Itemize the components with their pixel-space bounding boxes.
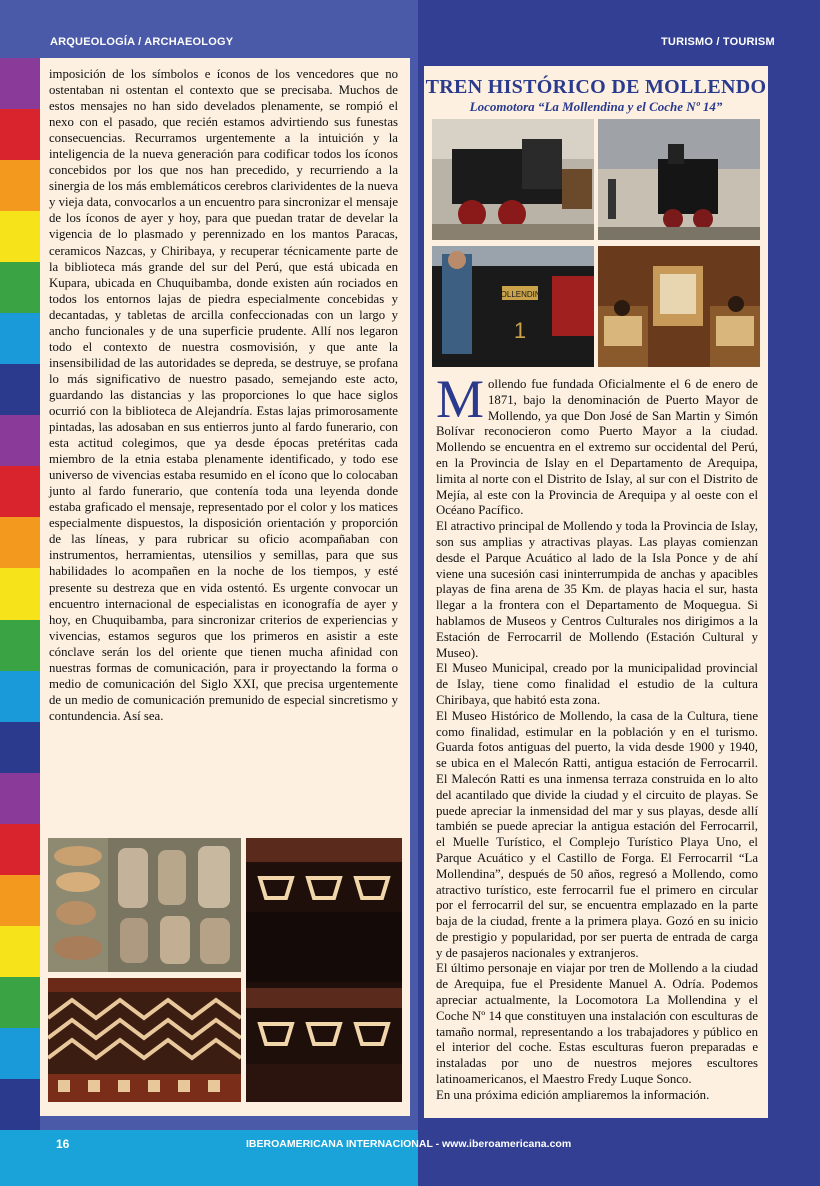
article-subtitle: Locomotora “La Mollendina y el Coche Nº 14” <box>469 99 723 114</box>
section-header-right: TURISMO / TOURISM <box>661 36 775 48</box>
paragraph: El último personaje en viajar por tren de Mollendo a la ciudad de Arequipa, fue el Presidente Manuel A. Odría. Podemos apreciar actualmente, la Locomotora La Mollendina y el Coche Nº 14 que constituyen una instalación con esculturas de tamaño normal, representando a los trabajadores y público en el interior del coche. Estas esculturas fueron preparadas e instaladas por uno de nuestros mejores escultores latinoamericanos, el Maestro Fredy Luque Sonco. <box>436 961 758 1087</box>
publication-footer: IBEROAMERICANA INTERNACIONAL - www.iberoamericana.com <box>246 1138 572 1150</box>
dropcap-letter: M <box>436 369 485 429</box>
article-body-right <box>436 369 758 1104</box>
article-body-left: imposición de los símbolos e íconos de los vencedores que no ostentaban ni ostentan el contexto que se precisaba. Muchos de estos mensajes no han sido develados plenamente, se rompió el nexo con el pasado, que recién estamos advirtiendo sus funestas consecuencias. Recurramos urgentemente a la intuición y la inteligencia de la nueva generación para codificar todos los íconos concebidos por los que nos han precedido, y recurriendo a la sinergia de los más emblemáticos cerebros clarividentes de la nueva y vieja data, convocarlos a un encuentro para sincronizar el mensaje de los íconos de ayer y hoy, para que puedan tratar de develar la vigencia de lo plasmado y perennizado en los mantos Paracas, ceramicos Nazcas, y Chiribaya, y recuperar técnicamente parte de la biblioteca más grande del sur del Perú, que está ubicada en Kupara, ubicada en Chuquibamba, donde existen aún rociados en todos los entornos lajas de piedra especialmente concebidas y decantadas, y tabletas de arcilla confeccionadas con un largo y ancho funcionales y de una superficie prudente. Allí nos legaron todo el contexto de nuestra cosmovisión, y que ante la insensibilidad de las autoridades se depreda, se destruye, se profana lo más significativo de nuestro pasado, semejando este acto, guardando las distancias y las proporciones lo que hace siglos ocurrió con la biblioteca de Alejandría. Estas lajas primorosamente pintadas, las adosaban en sus entierros junto al fardo funerario, con esta actitud colegimos, que ya desde épocas pretéritas cada miembro de la etnia estaba plenamente identificado, y todo ese universo de vivencias estaba resumido en el ícono que lo colocaban junto al fardo funerario, que contenía toda una leyenda donde estaba graficado el mensaje, representado por el color y los matices especialmente dispuestos, la disposición orientación y proporción de las líneas, y para rubricar su oficio acompañaban con instrumentos, herramientas, utensilios y semillas, para que sus habilidades lo acompañen en la noche de los tiempos, y esté presente su destreza que en vida ostentó. Es urgente convocar un encuentro internacional de especialistas en iconografía de ayer y hoy, en Chuquibamba, para sincronizar criterios de experiencias y vivencias, estamos seguros que los primeros en asistir a este cónclave serán los del oriente que tienen mucha afinidad con nuestras formas de comunicación, para ir proyectando la forma o medio de comunicación del Siglo XXI, que precisa urgentemente de un medio de comunicación premunido de especial sincretismo y contundencia. Así sea. <box>49 67 398 723</box>
locomotive-side-photo <box>598 119 760 240</box>
textile-trapezoid-photo <box>246 838 402 1102</box>
locomotive-engineer-photo <box>432 246 594 367</box>
stone-tablets-photo <box>48 838 241 972</box>
coach-interior-photo <box>598 246 760 367</box>
locomotive-number: 1 <box>513 318 527 343</box>
paragraph: El Museo Histórico de Mollendo, la casa de la Cultura, tiene como finalidad, estimular en la población y en el turismo. Guarda fotos antiguas del puerto, la vida desde 1900 y 1940, se ubica en el Malecón Ratti, antigua estación de Ferrocarril. El Malecón Ratti es una inmensa terraza construida en lo alto del acantilado que divide la ciudad y el circuito de playas. Se puede apreciar la inmensidad del mar y sus playas, desde allí también se puede apreciar la antigua estación del Ferrocarril, el Muelle Turístico, el Complejo Turístico Playa Uno, el Parque Acuático y el Castillo de Forga. El Ferrocarril “La Mollendina”, después de 50 años, regresó a Mollendo, como atractivo turístico, este ferrocarril fue el primero en circular por el ferrocarril del sur, se encuentra emplazado en la parte baja de la ciudad, frente a la primera playa. Gozó en su inicio de prestigio y popularidad, por ser puerta de entrada de carga y de pasajeros nacionales y extranjeros. <box>436 708 758 960</box>
paragraph: El Museo Municipal, creado por la municipalidad provincial de Islay, tiene como finalidad el estudio de la cultura Chiribaya, que habitó esta zona. <box>436 661 758 707</box>
locomotive-nameplate: MOLLENDINA <box>493 290 547 299</box>
section-header-left: ARQUEOLOGÍA / ARCHAEOLOGY <box>50 36 234 48</box>
textile-zigzag-photo <box>48 978 241 1102</box>
paragraph: ollendo fue fundada Oficialmente el 6 de enero de 1871, bajo la denominación de Puerto Mayor de Mollendo, ya que Don José de San Martin y Simón Bolívar reconocieron como Puerto Mayor a la ciudad. Mollendo se encuentra en el extremo sur occidental del Perú, en la Provincia de Islay en el Departamento de Arequipa, limita al norte con el Distrito de Islay, al sur con el Distrito de Mejía, al este con la Provincia de Arequipa y al oeste con el Océano Pacífico. <box>436 377 758 518</box>
article-title: TREN HISTÓRICO DE MOLLENDO <box>425 76 767 98</box>
page-number: 16 <box>56 1137 70 1151</box>
locomotive-front-photo <box>432 119 594 240</box>
paragraph: En una próxima edición ampliaremos la información. <box>436 1087 710 1102</box>
paragraph: El atractivo principal de Mollendo y toda la Provincia de Islay, son sus amplias y atractivas playas. Las playas comienzan desde el Parque Acuático al lado de la Isla Ponce y de ahí viene una sucesión casi ininterrumpida de anchas y apacibles playas de fina arena de 35 Km. de playas hacia el sur, hasta llegar a la frontera con el Departamento de Moquegua. Si hablamos de Museos y Centros Culturales nos dirigimos a la Estación de Ferrocarril de Mollendo (Estación Cultural y Museo). <box>436 519 758 660</box>
rainbow-stripes <box>0 58 40 1130</box>
